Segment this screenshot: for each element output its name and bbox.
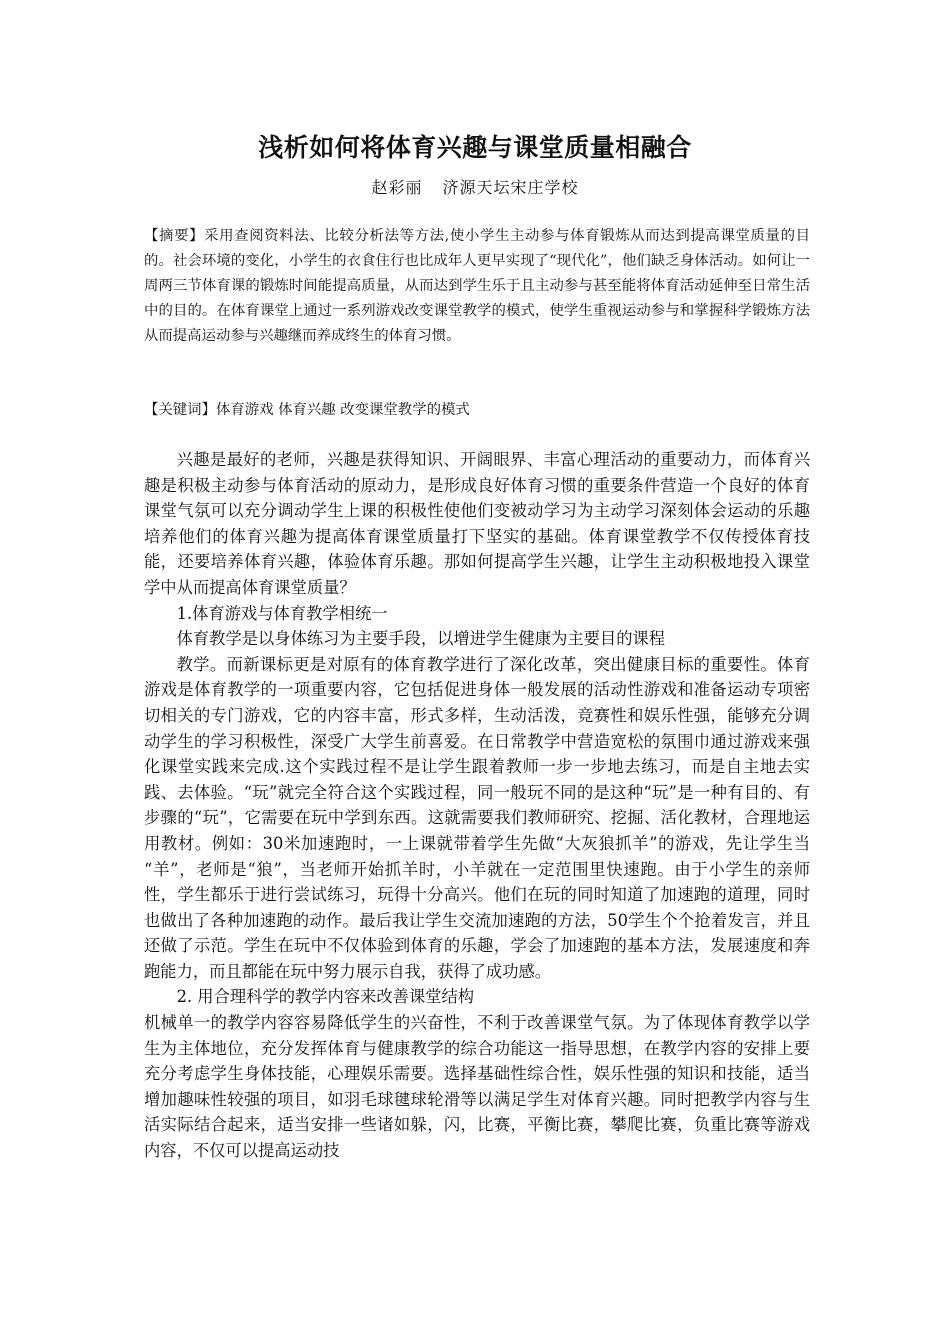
keywords-text: 体育游戏 体育兴趣 改变课堂教学的模式 xyxy=(215,402,470,418)
document-body xyxy=(144,447,810,1164)
body-paragraph-section1-lead: 体育教学是以身体练习为主要手段，以增进学生健康为主要目的课程 xyxy=(176,629,666,649)
author-school: 济源天坛宋庄学校 xyxy=(442,178,579,197)
body-paragraph-section1: 教学。而新课标更是对原有的体育教学进行了深化改革，突出健康目标的重要性。体育游戏是体育教学的一项重要内容，它包括促进身体一般发展的活动性游戏和准备运动专项密切相关的专门游戏，它的内容丰富，形式多样，生动活泼，竞赛性和娱乐性强，能够充分调动学生的学习积极性，深受广大学生前喜爱。在日常教学中营造宽松的氛围巾通过游戏来强化课堂实践来完成.这个实践过程不是让学生跟着教师一步一步地去练习，而是自主地去实践、去体验。“玩”就完全符合这个实践过程，同一般玩不同的是这种“玩”是一种有目的、有步骤的“玩”，它需要在玩中学到东西。这就需要我们教师研究、挖掘、活化教材，合理地运用教材。例如：30米加速跑时，一上课就带着学生先做“大灰狼抓羊”的游戏，先让学生当 “羊”，老师是“狼”，当老师开始抓羊时，小羊就在一定范围里快速跑。由于小学生的亲师性，学生都乐于进行尝试练习，玩得十分高兴。他们在玩的同时知道了加速跑的道理，同时也做出了各种加速跑的动作。最后我让学生交流加速跑的方法，50学生个个抢着发言，并且还做了示范。学生在玩中不仅体验到体育的乐趣，学会了加速跑的基本方法，发展速度和奔跑能力，而且都能在玩中努力展示自我，获得了成功感。 xyxy=(144,654,810,981)
abstract-text: 采用查阅资料法、比较分析法等方法,使小学生主动参与体育锻炼从而达到提高课堂质量的目的。社会环境的变化，小学生的衣食住行也比成年人更早实现了“现代化”，他们缺乏身体活动。如何让一周两三节体育课的锻炼时间能提高质量，从而达到学生乐于且主动参与甚至能将体育活动延伸至日常生活中的目的。在体育课堂上通过一系列游戏改变课堂教学的模式，使学生重视运动参与和掌握科学锻炼方法从而提高运动参与兴趣继而养成终生的体育习惯。 xyxy=(144,228,810,344)
abstract-label: 【摘要】 xyxy=(144,228,205,244)
document-title: 浅析如何将体育兴趣与课堂质量相融合 xyxy=(258,133,692,162)
section-heading-2: 2. 用合理科学的教学内容来改善课堂结构 xyxy=(176,987,475,1007)
author-line xyxy=(0,176,950,200)
author-name: 赵彩丽 xyxy=(371,178,423,197)
keywords xyxy=(144,398,810,423)
body-paragraph-intro: 兴趣是最好的老师，兴趣是获得知识、开阔眼界、丰富心理活动的重要动力，而体育兴趣是积极主动参与体育活动的原动力，是形成良好体育习惯的重要条件营造一个良好的体育课堂气氛可以充分调动学生上课的积极性使他们变被动学习为主动学习深刻体会运动的乐趣培养他们的体育兴趣为提高体育课堂质量打下坚实的基础。体育课堂教学不仅传授体育技能，还要培养体育兴趣，体验体育乐趣。那如何提高学生兴趣，让学生主动积极地投入课堂学中从而提高体育课堂质量？ xyxy=(144,450,810,597)
body-paragraph-section2: 机械单一的教学内容容易降低学生的兴奋性，不利于改善课堂气氛。为了体现体育教学以学生为主体地位，充分发挥体育与健康教学的综合功能这一指导思想，在教学内容的安排上要充分考虑学生身体技能，心理娱乐需要。选择基础性综合性，娱乐性强的知识和技能，适当增加趣味性较强的项目，如羽毛球毽球轮滑等以满足学生对体育兴趣。同时把教学内容与生活实际结合起来，适当安排一些诸如躲，闪，比赛，平衡比赛，攀爬比赛，负重比赛等游戏内容，不仅可以提高运动技 xyxy=(144,1013,810,1161)
abstract xyxy=(144,224,810,349)
section-heading-1: 1.体育游戏与体育教学相统一 xyxy=(176,603,388,623)
keywords-label: 【关键词】 xyxy=(144,402,216,418)
